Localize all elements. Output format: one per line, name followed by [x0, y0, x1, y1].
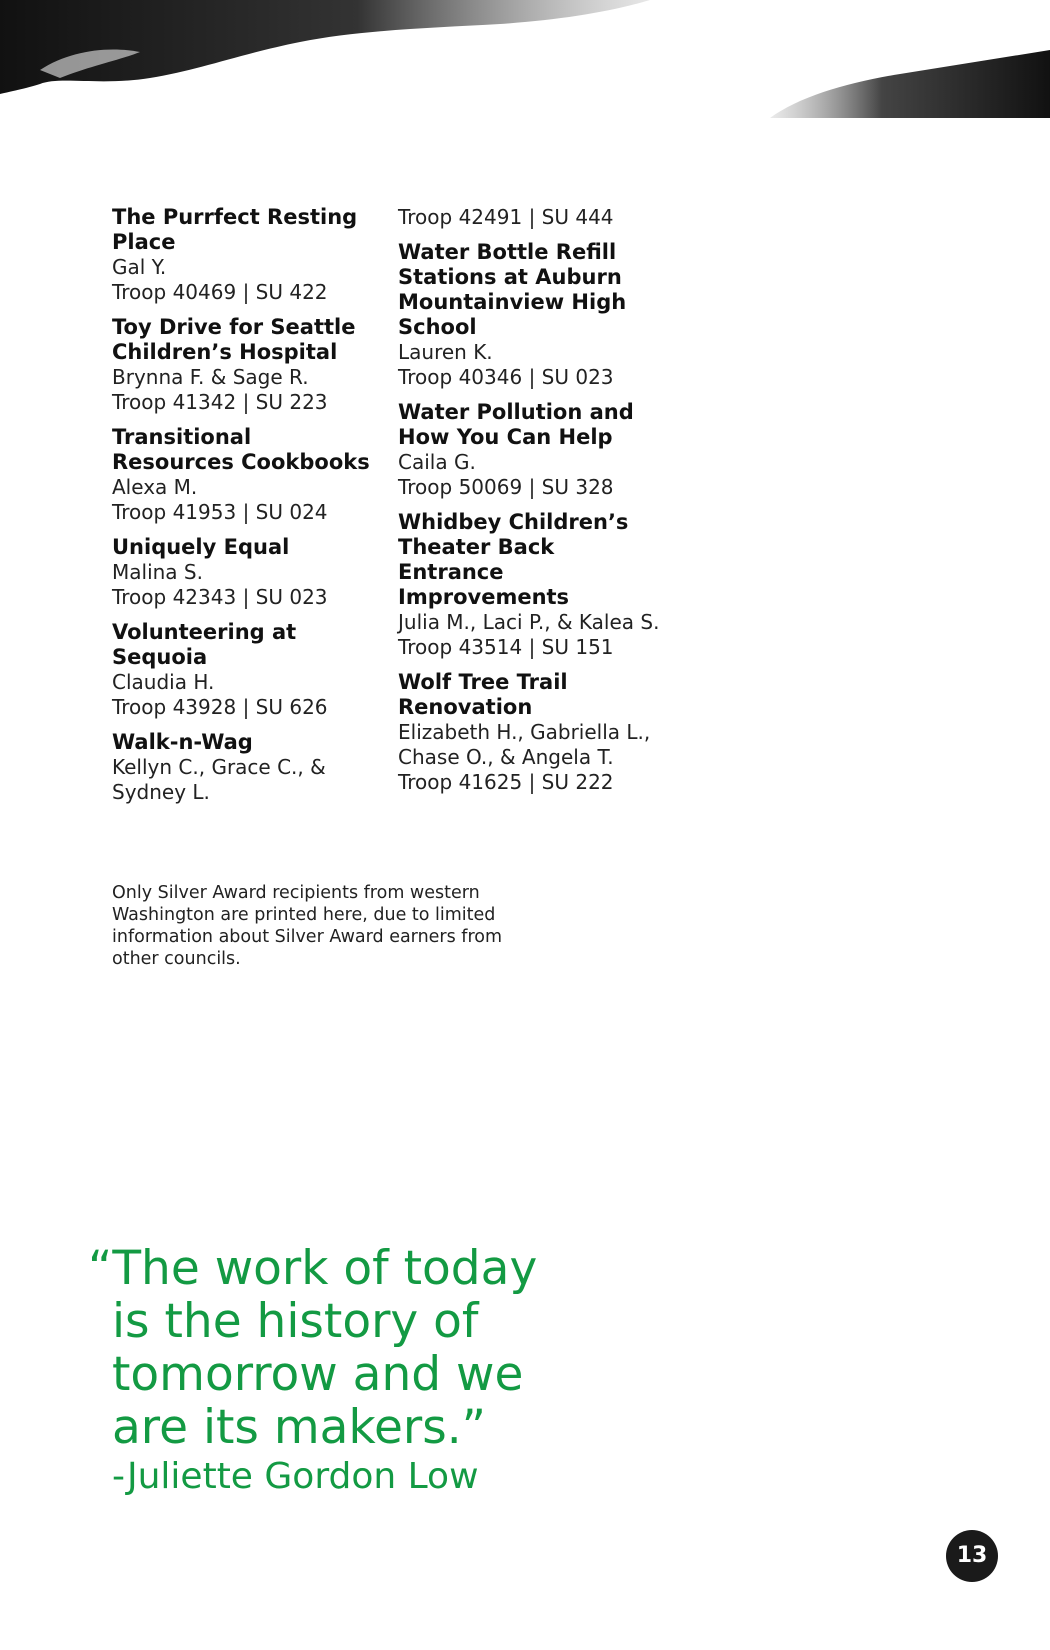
quote-line: tomorrow and we — [112, 1347, 524, 1402]
troop-info: Troop 40346 | SU 023 — [398, 365, 614, 389]
quote-attribution: -Juliette Gordon Low — [112, 1456, 479, 1497]
right-column — [398, 205, 660, 805]
project-title: Wolf Tree Trail Renovation — [398, 670, 568, 719]
quote-line: are its makers.” — [112, 1400, 487, 1455]
award-entry — [112, 730, 380, 805]
troop-info: Troop 50069 | SU 328 — [398, 475, 614, 499]
troop-info: Troop 41342 | SU 223 — [112, 390, 328, 414]
project-title: Volunteering at Sequoia — [112, 620, 297, 669]
recipient-names: Kellyn C., Grace C., & Sydney L. — [112, 755, 326, 804]
award-entry — [112, 620, 380, 720]
troop-info: Troop 41625 | SU 222 — [398, 770, 614, 794]
troop-info: Troop 41953 | SU 024 — [112, 500, 328, 524]
award-entry — [398, 670, 660, 795]
recipient-names: Malina S. — [112, 560, 203, 584]
quote — [88, 1242, 568, 1498]
award-entry — [112, 535, 380, 610]
recipient-names: Lauren K. — [398, 340, 493, 364]
recipient-names: Alexa M. — [112, 475, 198, 499]
quote-line: “The work of today — [88, 1241, 538, 1296]
ink-brush-decoration — [0, 0, 1050, 130]
quote-line: is the history of — [112, 1294, 479, 1349]
award-entry — [112, 315, 380, 415]
award-entry — [112, 205, 380, 305]
award-entry — [398, 510, 660, 660]
recipient-names: Gal Y. — [112, 255, 167, 279]
recipient-names: Elizabeth H., Gabriella L., Chase O., & Angela T. — [398, 720, 651, 769]
recipient-names: Brynna F. & Sage R. — [112, 365, 309, 389]
project-title: Walk-n-Wag — [112, 730, 253, 754]
award-entry — [112, 425, 380, 525]
project-title: The Purrfect Resting Place — [112, 205, 358, 254]
award-entry — [398, 400, 660, 500]
troop-info: Troop 40469 | SU 422 — [112, 280, 328, 304]
project-title: Whidbey Children’s Theater Back Entrance Improvements — [398, 510, 629, 609]
troop-info: Troop 43514 | SU 151 — [398, 635, 614, 659]
page-number: 13 — [946, 1530, 998, 1582]
left-column — [112, 205, 380, 815]
award-entry — [398, 205, 660, 230]
project-title: Water Pollution and How You Can Help — [398, 400, 634, 449]
award-entry — [398, 240, 660, 390]
troop-info: Troop 43928 | SU 626 — [112, 695, 328, 719]
troop-info: Troop 42343 | SU 023 — [112, 585, 328, 609]
project-title: Transitional Resources Cookbooks — [112, 425, 370, 474]
project-title: Water Bottle Refill Stations at Auburn Mountainview High School — [398, 240, 627, 339]
footnote: Only Silver Award recipients from western Washington are printed here, due to limited information about Silver Award earners from other councils. — [112, 883, 503, 969]
project-title: Uniquely Equal — [112, 535, 290, 559]
project-title: Toy Drive for Seattle Children’s Hospital — [112, 315, 356, 364]
recipient-names: Caila G. — [398, 450, 476, 474]
recipient-names: Claudia H. — [112, 670, 215, 694]
recipient-names: Julia M., Laci P., & Kalea S. — [398, 610, 660, 634]
troop-info: Troop 42491 | SU 444 — [398, 205, 614, 229]
